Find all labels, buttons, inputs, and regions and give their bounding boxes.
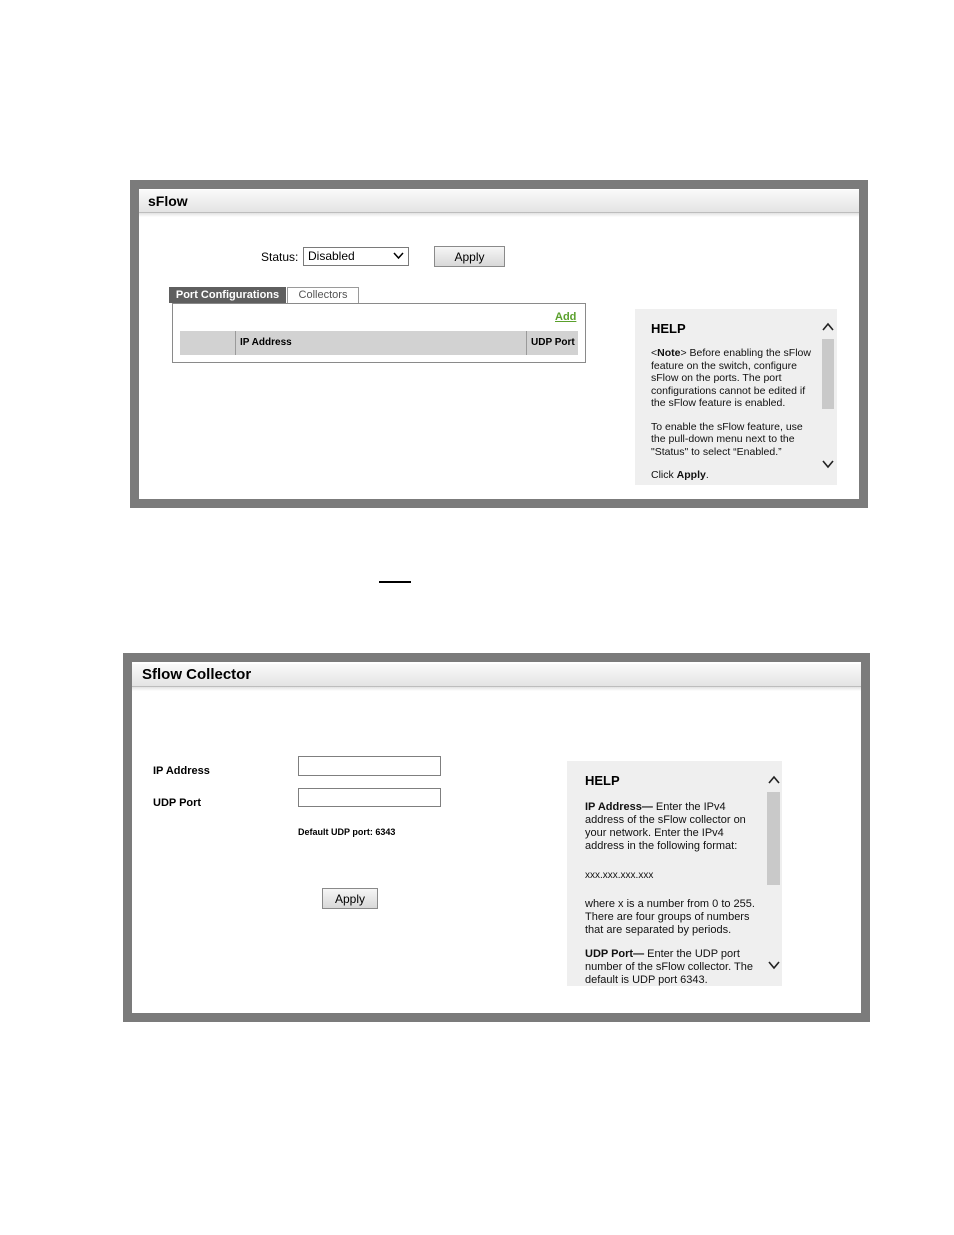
collector-help-title: HELP (585, 773, 620, 788)
help-apply-paragraph: Click Apply. (651, 469, 709, 481)
page-title: sFlow (148, 193, 188, 209)
status-label: Status: (261, 250, 299, 264)
help-note-paragraph: <Note> Before enabling the sFlow feature on the switch, configure sFlow on the ports. The port configurations cannot be edited if the sFlow feature is enabled. (651, 347, 811, 409)
collector-title-bar (132, 664, 861, 687)
add-link[interactable]: Add (555, 311, 577, 323)
column-header-udp-port: UDP Port (526, 331, 578, 355)
column-header-select (180, 331, 235, 355)
help-udp-paragraph: UDP Port— Enter the UDP port number of the sFlow collector. The default is UDP port 6343. (585, 948, 753, 986)
help-scroll-thumb[interactable] (822, 339, 834, 409)
chevron-up-icon[interactable] (768, 775, 780, 785)
tab-port-configurations[interactable]: Port Configurations (169, 287, 286, 303)
chevron-down-icon (393, 250, 404, 261)
port-config-table-panel (172, 303, 586, 363)
sflow-collector-panel (123, 653, 870, 1022)
sflow-title-bar (139, 190, 859, 213)
default-udp-port-note: Default UDP port: 6343 (298, 827, 396, 837)
title-divider (132, 687, 861, 691)
tab-collectors[interactable]: Collectors (287, 287, 359, 303)
chevron-down-icon[interactable] (768, 960, 780, 970)
underline-mark (379, 581, 411, 583)
help-note-text: Before enabling the sFlow feature on the switch, configure sFlow on the ports. The port configurations cannot be edited if the sFlow feature is enabled. (651, 347, 811, 409)
help-range-paragraph: where x is a number from 0 to 255. There are four groups of numbers that are separated by periods. (585, 898, 755, 936)
collector-help-scroll-thumb[interactable] (767, 792, 780, 885)
column-header-ip-address: IP Address (235, 331, 526, 355)
chevron-up-icon[interactable] (822, 322, 834, 332)
collector-help-scrollbar[interactable] (766, 761, 781, 986)
collector-apply-button[interactable]: Apply (322, 888, 378, 909)
collector-help-panel (567, 761, 782, 986)
status-select-value: Disabled (308, 249, 355, 263)
help-format-paragraph: xxx.xxx.xxx.xxx (585, 870, 654, 881)
help-note-word: Note (657, 347, 681, 359)
table-header (180, 331, 578, 355)
chevron-down-icon[interactable] (822, 459, 834, 469)
help-enable-paragraph: To enable the sFlow feature, use the pull-down menu next to the "Status" to select “Enabled.” (651, 420, 803, 458)
ip-address-input[interactable] (298, 756, 441, 776)
ip-address-label: IP Address (153, 765, 210, 777)
help-panel (635, 309, 837, 485)
apply-button[interactable]: Apply (434, 246, 505, 267)
collector-title: Sflow Collector (142, 666, 252, 683)
help-ip-paragraph: IP Address— Enter the IPv4 address of the sFlow collector on your network. Enter the IPv4 address in the following format: (585, 801, 746, 852)
status-select[interactable] (303, 247, 409, 266)
help-text (651, 347, 817, 485)
help-title: HELP (651, 321, 686, 336)
udp-port-label: UDP Port (153, 797, 202, 809)
sflow-panel (130, 180, 868, 508)
title-divider (139, 213, 859, 217)
udp-port-input[interactable] (298, 788, 441, 807)
help-scrollbar[interactable] (821, 309, 835, 485)
collector-help-text (585, 801, 757, 986)
